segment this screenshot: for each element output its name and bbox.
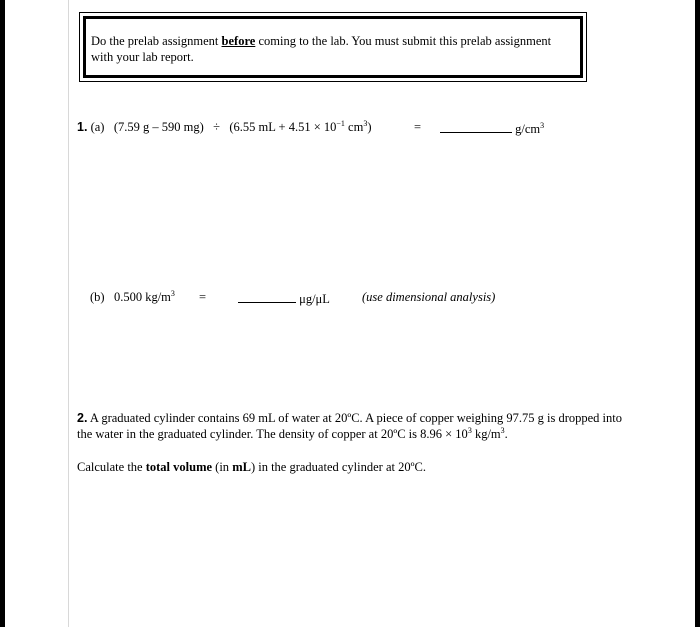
- q1b-equals: =: [199, 290, 207, 304]
- question-1a: [77, 120, 372, 135]
- q2-total-volume: total volume: [145, 460, 213, 474]
- q1a-unit: g/cm: [515, 122, 541, 136]
- q1b-value: 0.500 kg/m: [113, 290, 171, 304]
- q1a-answer-blank[interactable]: [440, 120, 512, 133]
- q1b-answer-blank[interactable]: [238, 290, 296, 303]
- question-2: 2. A graduated cylinder contains 69 mL of water at 20ºC. A piece of copper weighing 97.75 g is dropped into the water in the graduated cylinder. The density of copper at 20ºC is $8.96 \times 10^3$ $kg/m^3$.: [77, 411, 622, 441]
- notice-text-part1: Do the prelab assignment: [91, 34, 222, 48]
- prelab-notice-box: [79, 12, 587, 82]
- q2-instruction: Calculate the total volume (in mL) in the graduated cylinder at 20ºC.: [77, 460, 426, 474]
- q2-text: A graduated cylinder contains 69 mL of water at 20ºC. A piece of copper weighing 97.75 g is dropped into the water in the graduated cylinder. The density of copper at 20ºC is 8.96 × 10: [77, 411, 622, 441]
- question-1b: (b) 0.500 $kg/m^3$: [90, 289, 175, 304]
- q1b-answer-row: [238, 290, 330, 307]
- q1b-label: (b): [90, 290, 105, 304]
- q1a-label: (a): [90, 120, 105, 134]
- prelab-notice-text: [83, 16, 583, 78]
- notice-emphasis: before: [221, 34, 256, 48]
- q1a-equals: =: [414, 120, 422, 134]
- q1a-divide-sign: ÷: [213, 120, 220, 134]
- q1b-unit: μg/μL: [299, 292, 330, 306]
- question-1-number: 1.: [77, 120, 88, 134]
- q1b-hint: (use dimensional analysis): [362, 290, 496, 304]
- q1a-volume-expression: (6.55 mL + $4.51 \times 10^{-1}$ $cm^3$): [229, 119, 372, 134]
- q2-ml-unit: mL: [232, 460, 251, 474]
- question-2-number: 2.: [77, 411, 88, 425]
- page-margin-line: [68, 0, 69, 627]
- right-screen-edge: [695, 0, 700, 627]
- left-screen-edge: [0, 0, 5, 627]
- q1a-mass-expression: (7.59 g – 590 mg): [113, 120, 204, 134]
- q1a-answer-row: $g/cm^3$: [440, 120, 544, 137]
- notice-text-part2: coming to the lab. You must submit this prelab assignment with your lab report.: [91, 34, 552, 64]
